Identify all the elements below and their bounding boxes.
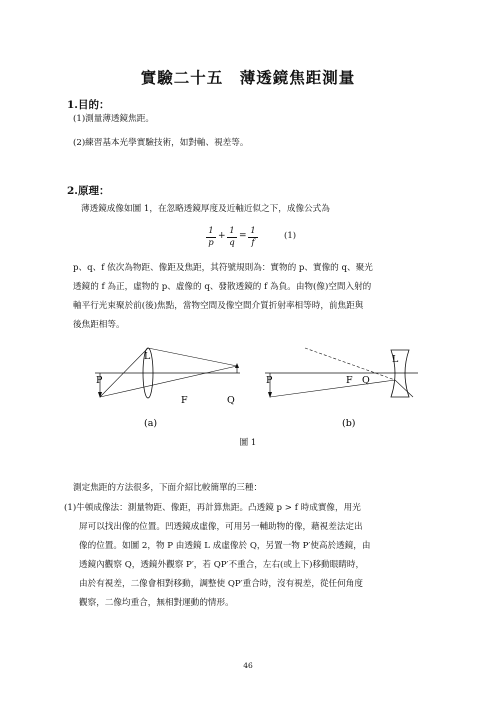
- fraction-1-over-q: 1 q: [226, 226, 238, 249]
- label-b-Q: Q: [362, 375, 370, 386]
- lens-formula: [205, 226, 325, 260]
- figure-1-diagram: [80, 340, 430, 440]
- equals-sign: =: [239, 231, 247, 241]
- equation-number: (1): [284, 231, 297, 241]
- principle-line-3: 軸平行光束聚於前(後)焦點，當物空間及像空間介質折射率相等時，前焦距與: [73, 301, 364, 311]
- ray-b-1: [270, 380, 395, 397]
- principle-line-1: p、q、f 依次為物距、像距及焦距，其符號規則為：實物的 p、實像的 q、聚光: [73, 263, 373, 273]
- page-number: 46: [243, 661, 253, 670]
- ray-a-2: [148, 348, 237, 366]
- purpose-heading: 1.目的：: [67, 99, 110, 111]
- ray-a-1: [100, 348, 148, 397]
- principle-line-4: 後焦距相等。: [73, 320, 125, 330]
- principle-line-2: 透鏡的 f 為正，虛物的 p、虛像的 q、發散透鏡的 f 為負。由物(像)空間入射的: [73, 282, 372, 292]
- method1-line-6: 觀察，二像均重合，無相對運動的情形。: [79, 598, 234, 608]
- method1-line-4: 透鏡內觀察 Q，透鏡外觀察 P′，若 QP′不重合，左右(或上下)移動眼睛時，: [79, 560, 365, 570]
- label-b-F: F: [346, 375, 353, 386]
- label-a-Q: Q: [227, 395, 235, 406]
- fraction-1-over-p: 1 p: [205, 226, 217, 249]
- label-b-P: P: [266, 375, 273, 386]
- caption-a: (a): [144, 418, 158, 429]
- plus-sign: +: [218, 231, 226, 241]
- page-title: 實驗二十五 薄透鏡焦距測量: [140, 68, 356, 87]
- fraction-1-over-f: 1 f: [247, 226, 259, 249]
- ray-b-2: [395, 380, 413, 397]
- label-b-L: L: [392, 354, 399, 365]
- label-a-P: P: [96, 375, 103, 386]
- principle-heading: 2.原理：: [67, 185, 110, 197]
- figure-caption: 圖 1: [239, 438, 257, 448]
- label-a-L: L: [144, 351, 151, 362]
- purpose-item-1: (1)測量薄透鏡焦距。: [73, 114, 154, 124]
- object-arrowhead-a: [98, 392, 102, 398]
- method1-line-5: 由於有視差，二像會相對移動，調整使 QP′重合時，沒有視差，從任何角度: [79, 579, 363, 589]
- ray-a-3: [100, 366, 237, 397]
- method1-line-2: 屏可以找出像的位置。凹透鏡成虛像，可用另一輔助物的像，藉視差法定出: [79, 522, 363, 532]
- methods-intro: 測定焦距的方法很多，下面介紹比較簡單的三種：: [73, 483, 263, 493]
- method1-line-1: (1)牛頓成像法：測量物距、像距，再計算焦距。凸透鏡 p > f 時成實像，用光: [64, 503, 361, 513]
- purpose-item-2: (2)練習基本光學實驗技術，如對軸、視差等。: [73, 138, 249, 148]
- label-a-F: F: [181, 395, 188, 406]
- principle-intro: 薄透鏡成像如圖 1，在忽略透鏡厚度及近軸近似之下，成像公式為: [81, 204, 330, 214]
- figure-1b: [265, 348, 418, 429]
- figure-1a: [95, 348, 240, 429]
- caption-b: (b): [342, 418, 356, 429]
- method1-line-3: 像的位置。如圖 2，物 P 由透鏡 L 成虛像於 Q，另置一物 P′使高於透鏡，由: [79, 541, 371, 551]
